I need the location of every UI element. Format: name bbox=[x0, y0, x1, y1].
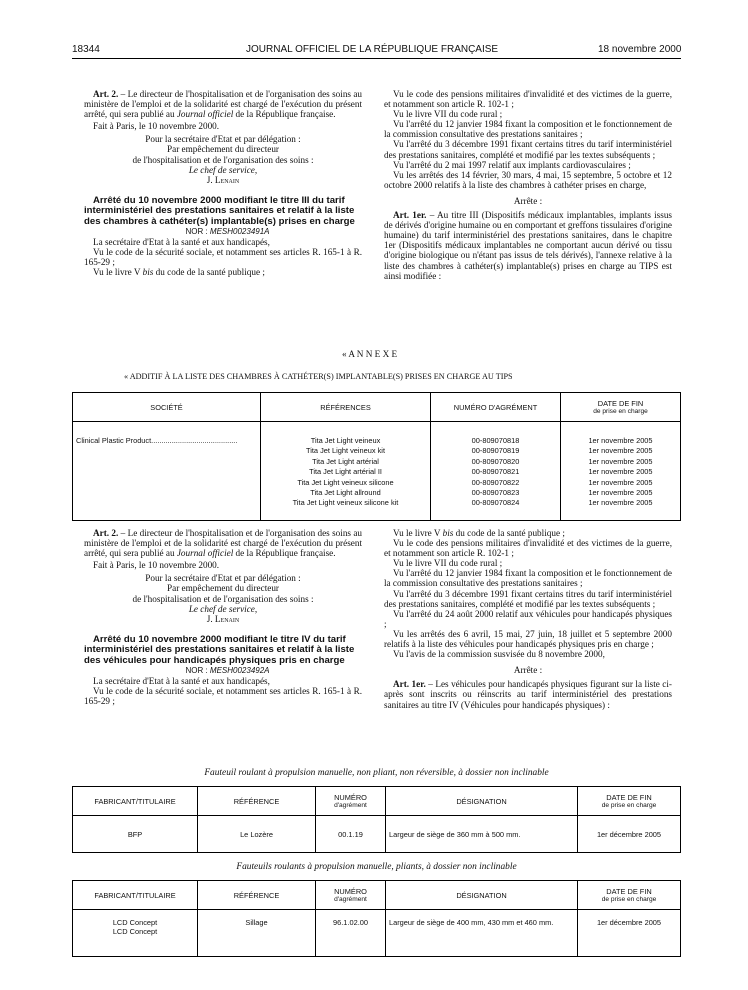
list-item: 1er novembre 2005 bbox=[588, 456, 653, 466]
list-item: Tita Jet Light artérial II bbox=[309, 467, 382, 477]
table3-caption: Fauteuils roulants à propulsion manuelle, pliants, à dossier non inclinable bbox=[236, 862, 517, 872]
fabricant-cell bbox=[73, 910, 198, 957]
fabricant-cell: BFP bbox=[73, 816, 198, 853]
mid-left-column bbox=[84, 528, 362, 706]
arrete-title: Arrêté du 10 novembre 2000 modifiant le titre III du tarif interministériel des prestations sanitaires et relatif à la liste des chambres à cathéter(s) implantable(s) prises en charge bbox=[84, 194, 355, 227]
signature-name: J. Lenain bbox=[206, 613, 240, 624]
table-row bbox=[73, 422, 681, 521]
list-item: 00-809070818 bbox=[471, 436, 520, 445]
numero-cell bbox=[431, 422, 561, 521]
list-item: 00-809070821 bbox=[471, 467, 520, 477]
vu-line: Vu les arrêtés des 6 avril, 15 mai, 27 juin, 18 juillet et 5 septembre 2000 relatifs à la liste des véhicules pour handicapés physiques pris en charge ; bbox=[384, 628, 672, 650]
top-left-column bbox=[84, 89, 362, 278]
table-header-row bbox=[73, 393, 681, 422]
col-numero: NUMÉRO d'agrément bbox=[316, 787, 386, 816]
col-reference: RÉFÉRENCE bbox=[198, 787, 316, 816]
date-cell: 1er décembre 2005 bbox=[578, 816, 681, 853]
col-date-fin: DATE DE FIN de prise en charge bbox=[561, 393, 681, 422]
vu-line: Vu le livre VII du code rural ; bbox=[393, 109, 503, 120]
art2-paragraph: Art. 2. – Le directeur de l'hospitalisation et de l'organisation des soins au ministère de l'emploi et de la solidarité est chargé de l'exécution du présent arrêté, qui sera publié au Journal officiel de la République française. bbox=[84, 528, 362, 559]
table-row bbox=[73, 910, 681, 957]
list-item: 1er novembre 2005 bbox=[588, 488, 653, 498]
col-date-fin: DATE DE FIN de prise en charge bbox=[578, 881, 681, 910]
list-item: 00-809070820 bbox=[471, 456, 520, 466]
list-item: LCD Concept bbox=[112, 927, 158, 936]
numero-cell: 00.1.19 bbox=[316, 816, 386, 853]
references-cell bbox=[261, 422, 431, 521]
art1-paragraph: Art. 1er. – Les véhicules pour handicapés physiques figurant sur la liste ci-après sont inscrits ou réinscrits au tarif interministériel des prestations sanitaires au titre IV (Véhicules pour handicapés physiques) : bbox=[384, 679, 672, 710]
vu-line: Vu le code des pensions militaires d'invalidité et des victimes de la guerre, et notamment son article R. 102-1 ; bbox=[384, 538, 672, 559]
fait-line: Fait à Paris, le 10 novembre 2000. bbox=[93, 560, 220, 571]
list-item: 00-809070824 bbox=[471, 498, 520, 508]
numero-cell: 96.1.02.00 bbox=[316, 910, 386, 957]
vu-line: Vu le code de la sécurité sociale, et notamment ses articles R. 165-1 à R. 165-29 ; bbox=[84, 247, 362, 268]
vu-line: Vu les arrêtés des 14 février, 30 mars, 4 mai, 15 septembre, 5 octobre et 12 octobre 2000 relatifs à la liste des chambres à cathéter prises en charge, bbox=[384, 169, 672, 190]
issue-date: 18 novembre 2000 bbox=[598, 44, 682, 55]
list-item: Tita Jet Light veineux kit bbox=[305, 446, 385, 456]
vu-line: Vu le livre V bis du code de la santé publique ; bbox=[93, 267, 265, 278]
intro-line: La secrétaire d'Etat à la santé et aux handicapés, bbox=[93, 237, 270, 248]
page-number: 18344 bbox=[72, 44, 100, 55]
vu-line: Vu l'avis de la commission susvisée du 8 novembre 2000, bbox=[393, 649, 605, 660]
table2-caption: Fauteuil roulant à propulsion manuelle, non pliant, non réversible, à dossier non inclinable bbox=[204, 768, 549, 778]
signature-line-4: Le chef de service, bbox=[188, 603, 258, 614]
mid-right-column bbox=[384, 528, 672, 710]
arrete-label: Arrête : bbox=[513, 195, 543, 206]
wheelchair-table-2 bbox=[72, 880, 681, 957]
vu-line: Vu l'arrêté du 3 décembre 1991 fixant certains titres du tarif interministériel des prestations sanitaires, complété et modifié par les textes subséquents ; bbox=[384, 588, 672, 609]
col-designation: DÉSIGNATION bbox=[386, 787, 578, 816]
col-references: RÉFÉRENCES bbox=[261, 393, 431, 422]
list-item: 1er novembre 2005 bbox=[588, 436, 653, 445]
annexe-subtitle: « ADDITIF À LA LISTE DES CHAMBRES À CATHÉTER(S) IMPLANTABLE(S) PRISES EN CHARGE AU TIPS bbox=[124, 372, 513, 381]
col-reference: RÉFÉRENCE bbox=[198, 881, 316, 910]
vu-line: Vu le code de la sécurité sociale, et notamment ses articles R. 165-1 à R. 165-29 ; bbox=[84, 686, 362, 707]
col-designation: DÉSIGNATION bbox=[386, 881, 578, 910]
signature-line-2: Par empêchement du directeur bbox=[167, 583, 279, 594]
list-item: LCD Concept bbox=[112, 918, 158, 927]
col-societe: SOCIÉTÉ bbox=[73, 393, 261, 422]
societe-cell: Clinical Plastic Product.......................................... bbox=[73, 422, 261, 521]
list-item: 1er novembre 2005 bbox=[588, 446, 653, 456]
table-row bbox=[73, 816, 681, 853]
vu-line: Vu l'arrêté du 12 janvier 1984 fixant la composition et le fonctionnement de la commission consultative des prestations sanitaires ; bbox=[384, 119, 672, 140]
table-header-row bbox=[73, 881, 681, 910]
list-item: 00-809070822 bbox=[471, 477, 520, 487]
signature-line-1: Pour la secrétaire d'Etat et par délégation : bbox=[145, 573, 301, 584]
reference-cell: Sillage bbox=[198, 910, 316, 957]
reference-cell: Le Lozère bbox=[198, 816, 316, 853]
vu-line: Vu le livre V bis du code de la santé publique ; bbox=[393, 528, 565, 538]
list-item: 00-809070823 bbox=[471, 488, 520, 498]
list-item: Tita Jet Light veineux bbox=[310, 436, 381, 445]
designation-cell: Largeur de siège de 400 mm, 430 mm et 460 mm. bbox=[386, 910, 578, 957]
signature-line-3: de l'hospitalisation et de l'organisation des soins : bbox=[132, 154, 314, 165]
nor-reference: NOR : MESH0023492A bbox=[185, 666, 270, 676]
list-item: 1er novembre 2005 bbox=[588, 477, 653, 487]
annexe-table bbox=[72, 392, 681, 521]
date-cell bbox=[561, 422, 681, 521]
vu-line: Vu le code des pensions militaires d'invalidité et des victimes de la guerre, et notamment son article R. 102-1 ; bbox=[384, 89, 672, 110]
top-right-column bbox=[384, 89, 672, 281]
header-rule bbox=[72, 58, 681, 59]
designation-cell: Largeur de siège de 360 mm à 500 mm. bbox=[386, 816, 578, 853]
col-numero: NUMÉRO d'agrément bbox=[316, 881, 386, 910]
col-date-fin: DATE DE FIN de prise en charge bbox=[578, 787, 681, 816]
vu-line: Vu le livre VII du code rural ; bbox=[393, 558, 503, 569]
arrete-title: Arrêté du 10 novembre 2000 modifiant le titre IV du tarif interministériel des prestations sanitaires et relatif à la liste des véhicules pour handicapés physiques pris en charge bbox=[84, 633, 355, 666]
table-header-row bbox=[73, 787, 681, 816]
list-item: 1er novembre 2005 bbox=[588, 498, 653, 508]
vu-line: Vu l'arrêté du 3 décembre 1991 fixant certains titres du tarif interministériel des prestations sanitaires, complété et modifié par les textes subséquents ; bbox=[384, 139, 672, 160]
col-numero: NUMÉRO D'AGRÉMENT bbox=[431, 393, 561, 422]
annexe-title: « A N N E X E bbox=[342, 349, 398, 359]
list-item: Tita Jet Light allround bbox=[310, 488, 381, 498]
vu-line: Vu l'arrêté du 2 mai 1997 relatif aux implants cardiovasculaires ; bbox=[393, 159, 631, 170]
list-item: 00-809070819 bbox=[471, 446, 520, 456]
arrete-label: Arrête : bbox=[513, 665, 543, 676]
list-item: Tita Jet Light veineux silicone kit bbox=[292, 498, 399, 508]
wheelchair-table-1 bbox=[72, 786, 681, 853]
signature-line-3: de l'hospitalisation et de l'organisation des soins : bbox=[132, 593, 314, 604]
signature-line-4: Le chef de service, bbox=[188, 164, 258, 175]
signature-line-2: Par empêchement du directeur bbox=[167, 144, 279, 155]
art1-paragraph: Art. 1er. – Au titre III (Dispositifs médicaux implantables, implants issus de dérivés d'origine humaine ou en comportant et greffons tissulaires d'origine humaine) du tarif interministériel des prestations sanitaires, dans le chapitre 1er (Dispositifs médicaux implantables ne comportant aucun dérivé ou tissu d'origine biologique ou n'étant pas issus de tels dérivés), l'annexe relative à la liste des chambres à cathéter(s) implantable(s) prises en charge au TIPS est ainsi modifiée : bbox=[384, 210, 672, 281]
journal-title: JOURNAL OFFICIEL DE LA RÉPUBLIQUE FRANÇAISE bbox=[246, 44, 499, 55]
signature-line-1: Pour la secrétaire d'Etat et par délégation : bbox=[145, 134, 301, 145]
list-item: Tita Jet Light veineux silicone bbox=[297, 477, 394, 487]
vu-line: Vu l'arrêté du 24 août 2000 relatif aux véhicules pour handicapés physiques ; bbox=[384, 608, 672, 629]
art2-paragraph: Art. 2. – Le directeur de l'hospitalisation et de l'organisation des soins au ministère de l'emploi et de la solidarité est chargé de l'exécution du présent arrêté, qui sera publié au Journal officiel de la République française. bbox=[84, 89, 362, 120]
date-cell: 1er décembre 2005 bbox=[578, 910, 681, 957]
list-item: Tita Jet Light artérial bbox=[312, 456, 379, 466]
nor-reference: NOR : MESH0023491A bbox=[185, 227, 270, 237]
list-item: 1er novembre 2005 bbox=[588, 467, 653, 477]
col-fabricant: FABRICANT/TITULAIRE bbox=[73, 787, 198, 816]
fait-line: Fait à Paris, le 10 novembre 2000. bbox=[93, 121, 220, 132]
col-fabricant: FABRICANT/TITULAIRE bbox=[73, 881, 198, 910]
intro-line: La secrétaire d'Etat à la santé et aux handicapés, bbox=[93, 676, 270, 687]
vu-line: Vu l'arrêté du 12 janvier 1984 fixant la composition et le fonctionnement de la commission consultative des prestations sanitaires ; bbox=[384, 568, 672, 589]
signature-name: J. Lenain bbox=[206, 174, 240, 185]
